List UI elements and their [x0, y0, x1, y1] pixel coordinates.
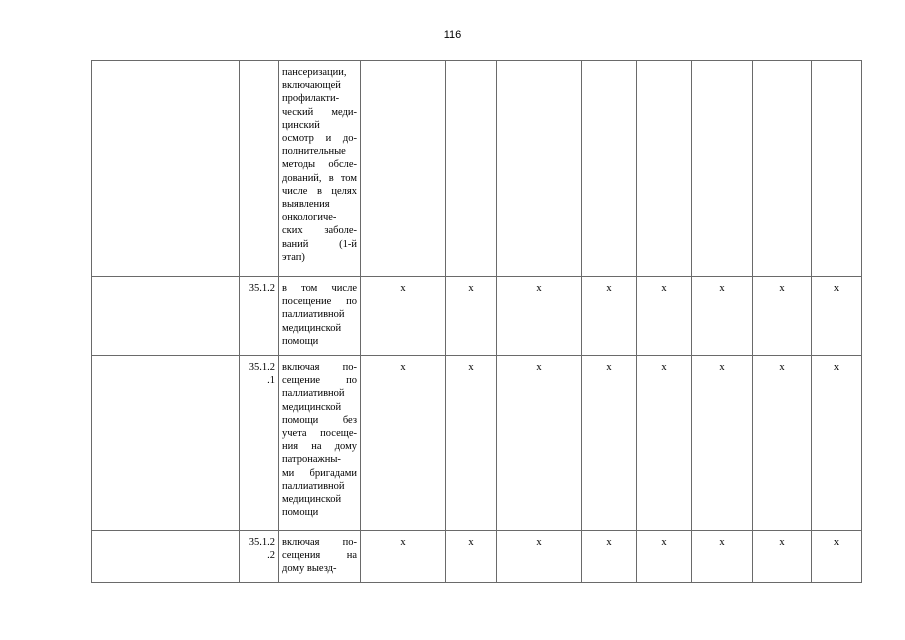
description-line: медицинской — [282, 322, 342, 334]
description-line: патронажны- — [282, 454, 341, 466]
description-line: онкологиче- — [282, 212, 337, 224]
value-cell: х — [361, 356, 446, 531]
description-line: паллиативной — [282, 388, 345, 400]
description-line: в том числе — [282, 283, 357, 294]
value-cell: х — [582, 356, 637, 531]
description-line: помощи — [282, 335, 319, 347]
value-cell — [692, 61, 753, 277]
value-cell: х — [446, 277, 497, 356]
value-cell: х — [637, 356, 692, 531]
value-cell: х — [753, 531, 812, 583]
value-cell: х — [812, 531, 862, 583]
value-cell — [361, 61, 446, 277]
description-line: дований, в том — [282, 172, 357, 184]
description-line: числе в целях — [282, 185, 357, 197]
description-line: медицинской — [282, 401, 342, 413]
value-cell: х — [446, 356, 497, 531]
description-line: паллиативной — [282, 480, 345, 492]
description-line: профилакти- — [282, 93, 340, 105]
table-body — [92, 61, 862, 583]
description-cell — [279, 61, 361, 277]
value-cell: х — [361, 277, 446, 356]
row-number-cell — [240, 531, 279, 583]
description-line: ских заболе- — [282, 225, 357, 237]
value-cell — [446, 61, 497, 277]
row-number-cell — [240, 61, 279, 277]
value-cell: х — [812, 356, 862, 531]
value-cell: х — [497, 531, 582, 583]
description-line: медицинской — [282, 494, 342, 506]
description-line: пансеризации, — [282, 67, 347, 78]
row-number-line: 35.1.2 — [248, 283, 275, 294]
description-line: ния на дому — [282, 441, 357, 453]
value-cell: х — [692, 531, 753, 583]
row-number-line: 35.1.2 — [248, 537, 275, 548]
description-line: выявления — [282, 199, 330, 211]
description-line: сещения на — [282, 550, 357, 562]
value-cell: х — [692, 356, 753, 531]
description-line: цинский — [282, 119, 320, 131]
description-line: включая по- — [282, 537, 357, 548]
value-cell: х — [753, 277, 812, 356]
description-line: включающей — [282, 80, 341, 92]
blank-cell — [92, 356, 240, 531]
table-row — [92, 356, 862, 531]
description-cell — [279, 277, 361, 356]
value-cell: х — [582, 531, 637, 583]
blank-cell — [92, 61, 240, 277]
description-line: учета посеще- — [282, 428, 357, 440]
value-cell: х — [497, 277, 582, 356]
description-cell — [279, 356, 361, 531]
description-line: помощи без — [282, 414, 357, 426]
value-cell: х — [582, 277, 637, 356]
value-cell: х — [753, 356, 812, 531]
row-number-cell — [240, 356, 279, 531]
row-number-line: .2 — [267, 550, 275, 562]
description-line: сещение по — [282, 375, 357, 387]
page-number: 116 — [443, 29, 462, 41]
row-number-line: 35.1.2 — [248, 362, 275, 373]
value-cell — [637, 61, 692, 277]
value-cell: х — [812, 277, 862, 356]
table-row — [92, 277, 862, 356]
value-cell: х — [497, 356, 582, 531]
description-line: включая по- — [282, 362, 357, 373]
description-line: ваний (1-й — [282, 238, 357, 250]
description-line: дому выезд- — [282, 563, 337, 575]
description-line: паллиативной — [282, 309, 345, 321]
description-line: посещение по — [282, 296, 357, 308]
description-line: этап) — [282, 251, 305, 263]
value-cell: х — [446, 531, 497, 583]
blank-cell — [92, 531, 240, 583]
value-cell — [812, 61, 862, 277]
description-line: осмотр и до- — [282, 133, 357, 145]
table-row — [92, 531, 862, 583]
description-line: полнительные — [282, 146, 346, 158]
description-cell — [279, 531, 361, 583]
description-line: ми бригадами — [282, 467, 357, 479]
description-line: помощи — [282, 507, 319, 519]
row-number-line: .1 — [267, 375, 275, 387]
blank-cell — [92, 277, 240, 356]
value-cell: х — [637, 531, 692, 583]
description-line: ческий меди- — [282, 106, 357, 118]
value-cell: х — [692, 277, 753, 356]
value-cell — [753, 61, 812, 277]
description-line: методы обсле- — [282, 159, 357, 171]
value-cell: х — [361, 531, 446, 583]
value-cell — [582, 61, 637, 277]
value-cell — [497, 61, 582, 277]
document-table — [91, 60, 862, 583]
row-number-cell — [240, 277, 279, 356]
table-row — [92, 61, 862, 277]
value-cell: х — [637, 277, 692, 356]
